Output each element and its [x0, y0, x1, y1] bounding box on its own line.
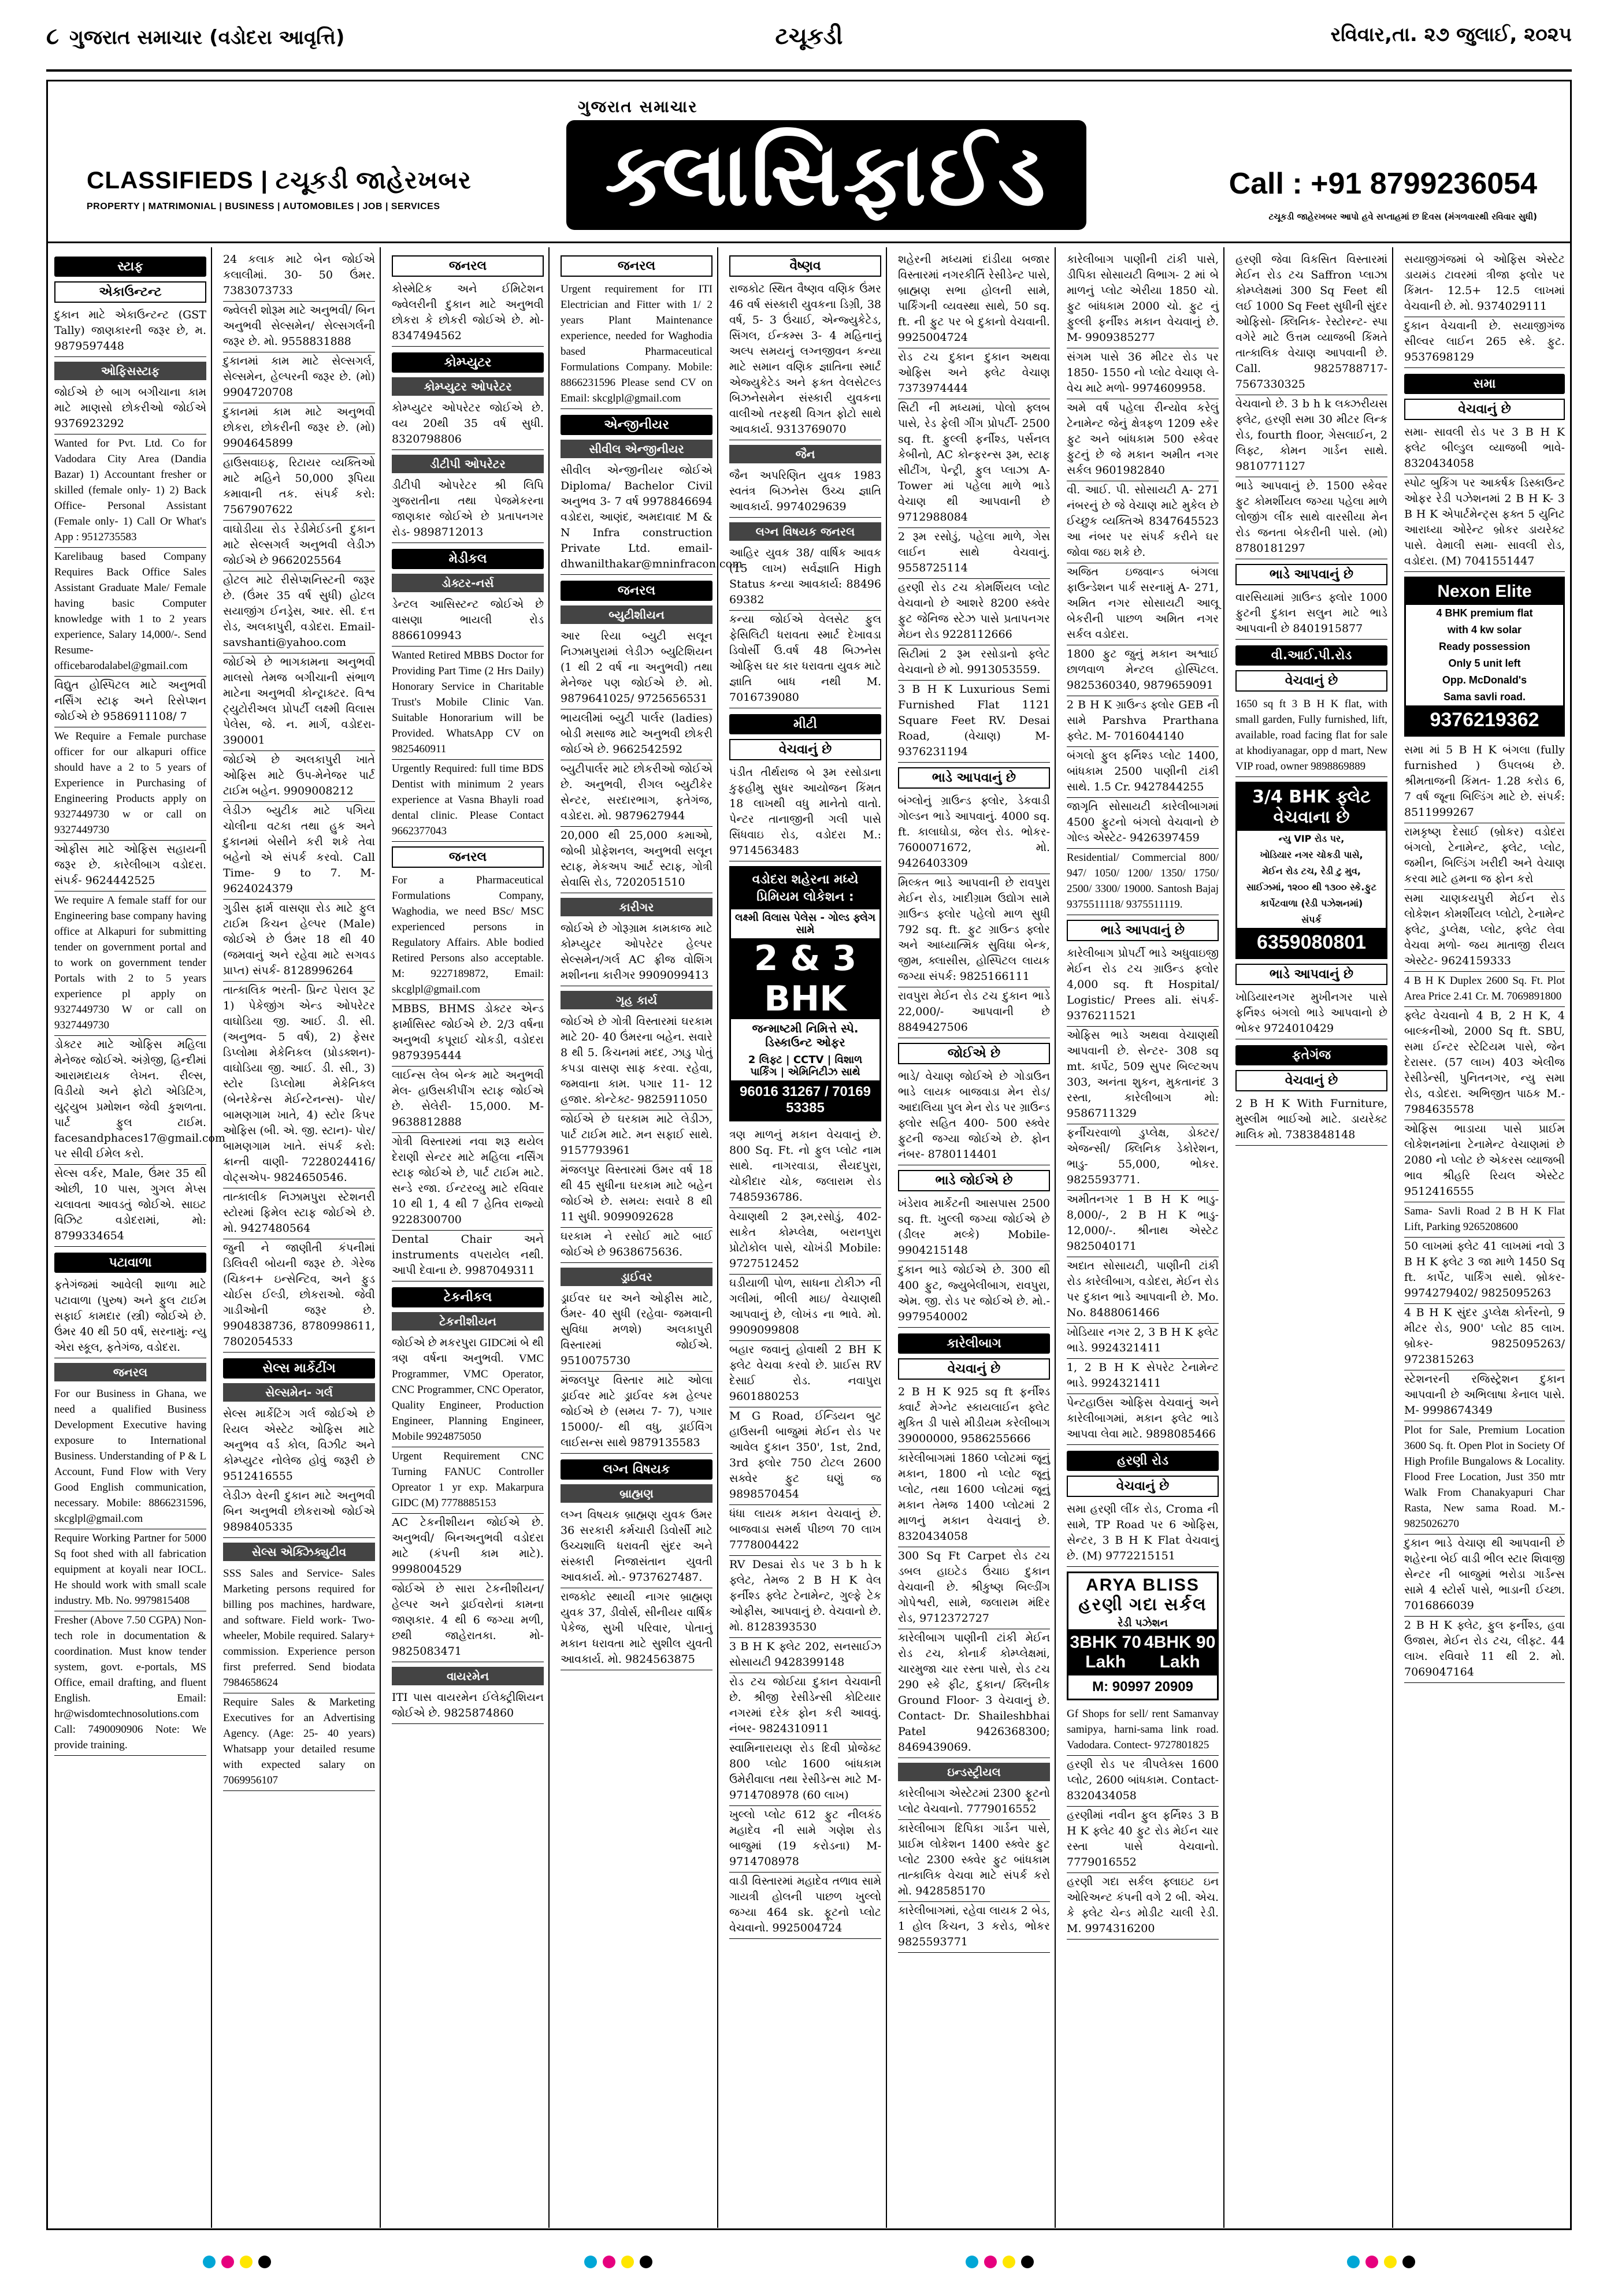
subsection-heading: વાયરમેન: [392, 1667, 544, 1685]
color-dots: [1347, 2256, 1415, 2268]
classified-ad: 50 લાખમાં ફ્લેટ 41 લાખમાં નવો 3 B H K ફ્લેટ 3 જા માળે 1450 Sq ft. કાર્પેટ, પાર્કિંગ સાથે. બ્રોકર- 9974279402/ 9825095263: [1404, 1238, 1565, 1304]
classified-ad: ખોડિયાર નગર 2, 3 B H K ફ્લેટ ભાડે. 9924321411: [1067, 1324, 1219, 1359]
classified-ad: RV Desai રોડ પર 3 b h k ફ્લેટ, તેમજ 2 B H K વેલ ફર્નીશ્ડ ફ્લેટ ટેનામેન્ટ, ગુલ્ફે ટેક ઓફીસ, આપવાનું છે. વેચવાનો છે. મો. 8128393530: [729, 1556, 881, 1638]
classified-ad: Urgently Required: full time BDS Dentist with minimum 2 years experience at Vasna Bhayli road dental clinic. Please Contact 9662377043: [392, 760, 544, 842]
classified-ad: કારેલીબાગ દિપિકા ગાર્ડન પાસે, પ્રાઈમ લોકેશન 1400 સ્ક્વેર ફુટ પ્લોટ 2300 સ્ક્વેર ફુટ બાંધકામ તાત્કાલિક વેચવા માટે સંપર્ક કરો મો. 9428585170: [898, 1820, 1050, 1902]
call-number: Call : +91 8799236054: [1229, 167, 1537, 200]
cyan-dot: [1347, 2256, 1360, 2268]
classified-ad: બંગ્લોનું ગ્રાઉન્ડ ફ્લોર, ડેકવાડી ગોલ્ડન ભાડે આપવાનું. 4000 sq. ft. કાલાઘોડા, જેલ રોડ. ભોકર- 7600071672, મો. 9426403309: [898, 792, 1050, 874]
display-ad-vadodara: [729, 866, 881, 1121]
classified-ad: કારેલીબાગમાં 1860 પ્લોટમાં જૂનું મકાન, 1800 નો પ્લોટ જૂનું પ્લોટ, તથા 1600 પ્લોટમાં જૂનું મકાન તેમજ 1400 પ્લોટમાં 2 માળનું મકાન વેચવાનું છે. 8320434058: [898, 1450, 1050, 1547]
yellow-dot: [1384, 2256, 1397, 2268]
classified-ad: 300 Sq Ft Carpet રોડ ટચ ડબલ હાઇટેડ ઉંચાઇ દુકાન વેચવાની છે. શ્રીકુષ્ણ બિલ્ડીંગ ગોપેશ્વરી, સામે, જલારામ મંદિર રોડ, 9712372727: [898, 1547, 1050, 1629]
classified-ad: જૈન અપરિણિત યુવક 1983 સ્વતંત્ર બિઝનેસ ઉચ્ચ જ્ઞાતિ આવકાર્ય. 9974029639: [729, 467, 881, 518]
classified-ad: 4 B H K Duplex 2600 Sq. Ft. Plot Area Price 2.41 Cr. M. 7069891800: [1404, 972, 1565, 1007]
classified-ad: 1800 ફુટ જુનું મકાન અશ્વાઈ છાળવાળ મેન્ટલ હોસ્પિટલ. 9825360340, 9879659091: [1067, 645, 1219, 696]
classified-ad: હરણી ગદા સર્કલ ફ્લાઇટ ઇન ઓરિઅન્ટ કંપની વગે 2 બી. એચ. કે ફ્લેટ ચેન્ડ મોડીટ ચાલી રેડી. M. 9974316200: [1067, 1873, 1219, 1940]
classified-ad: M G Road, ઈન્ડિયન બુટ હાઉસની બાજુમાં મેઈન રોડ પર આવેલ દુકાન 350', 1st, 2nd, 3rd ફ્લોર 750 ટોટલ 2600 સક્વેર ફુટ ઘણું જ 9898570454: [729, 1407, 881, 1505]
column-9: [1398, 247, 1569, 2228]
column-1: [49, 247, 226, 2228]
classified-ad: રોડ ટચ દુકાન દુકાન અથવા ઓફિસ અને ફ્લેટ વેચાણ 7373974444: [898, 348, 1050, 399]
classified-ad: We require A female staff for our Engineering base company having office at Alkapuri for submitting tender on government portal and to work on government tender Portals with 2 to 5 years experience pl apply on 9327449730 W or call on 9327449730: [54, 891, 206, 1036]
classified-ad: ITI પાસ વાયરમેન ઈલેક્ટ્રીશિયન જોઈએ છે. 9825874860: [392, 1689, 544, 1724]
classified-ad: વેચવાનો છે. 3 b h k લક્ઝરીયસ ફ્લેટ, હરણી સમા 30 મીટર લિન્ક રોડ, fourth floor, ગેસલાઈન, 2 લિફ્ટ, કોમન ગાર્ડન સાથે. 9810771127: [1235, 395, 1387, 477]
column-5: [723, 247, 887, 2228]
subsection-heading: વેચવાનું છે: [1235, 670, 1387, 692]
classified-ad: સ્ટેશનરની રજિસ્ટ્રેશન દુકાન આપવાની છે અભિલાષા કેનાલ પાસે. M- 9998674349: [1404, 1370, 1565, 1421]
masthead-small: ગુજરાત સમાચાર: [578, 97, 698, 116]
subsection-heading: ભાડે આપવાનું છે: [1235, 564, 1387, 585]
classified-ad: લાઈન્સ લેબ બેન્ક માટે અનુભવી મેલ- હાઉસકીપીંગ સ્ટાફ જોઈએ છે. સેલેરી- 15,000. M- 9638812888: [392, 1067, 544, 1133]
classified-ad: જોઈએ છે ગોત્રી વિસ્તારમાં ઘરકામ માટે 20- 40 ઉંમરના બહેન. સવારે 8 થી 5. કિચનમાં મદદ, ઝાડુ પોતું કપડા વાસણ સાફ કરવા. રહેવા, જમવાના કામ. પગાર 11- 12 હજાર. કોન્ટેક્ટ- 9825911050: [561, 1013, 712, 1110]
subsection-heading: કારીગર: [561, 898, 712, 916]
classified-ad: જોઈએ છે ઘરકામ માટે લેડીઝ, પાર્ટ ટાઈમ માટે. મન સફાઈ સાથે. 9157793961: [561, 1110, 712, 1161]
classified-ad: Urgent requirement for ITI Electrician and Fitter with 1/ 2 years Plant Maintenance experience, needed for Waghodia based Pharmaceutical Formulations Company. Mobile: 8866231596 Please send CV on Email: skcglpl@gmail.com: [561, 280, 712, 409]
banner-note: ટચૂકડી જાહેરખબર આપો હવે સપ્તાહમાં છ દિવસ (મંગળવારથી રવિવાર સુધી): [1268, 211, 1537, 222]
classified-ad: જોઈએ છે બાગ બગીચાના કામ માટે માણસો છોકરીઓ જોઈએ 9376923292: [54, 384, 206, 434]
classified-ad: ત્રણ માળનું મકાન વેચવાનું છે. 800 Sq. Ft. નો ફુલ પ્લોટ નામ સાથે. નાગરવાડા, સૈયદપુરા, ચોકીદાર ચોક, જલારામ રોડ 7485936786.: [729, 1126, 881, 1208]
magenta-dot: [984, 2256, 997, 2268]
classified-ad: Plot for Sale, Premium Location 3600 Sq. ft. Open Plot in Society Of High Profile Bungalows & Locality. Flood Free Location, Just 350 mtr Walk From Chanakyapuri Char Rasta, New sama Road. M.- 9825026270: [1404, 1421, 1565, 1535]
subsection-heading: જનરલ: [392, 846, 544, 868]
subsection-heading: સીવીલ એન્જીનીયર: [561, 440, 712, 458]
classified-ad: દુકાનમાં કામ માટે અનુભવી છોકરા, છોકરીની જરૂર છે. (મો) 9904645899: [223, 403, 375, 454]
classified-ad: કોમ્પ્યુટર ઓપરેટર જોઈએ છે. વય 20થી 35 વર્ષ સુધી. 8320798806: [392, 399, 544, 450]
classified-ad: દુકાન ભાડે જોઈએ છે. 300 થી 400 ફુટ, જ્યુબેલીબાગ, રાવપુરા, એમ. જી. રોડ પર જોઈએ છે. મો.- 9979540002: [898, 1261, 1050, 1328]
subsection-heading: ઇન્ડસ્ટ્રીયલ: [898, 1763, 1050, 1781]
cyan-dot: [966, 2256, 978, 2268]
classified-ad: કોસ્મેટિક અને ઈમિટેશન જ્વેલરીની દુકાન માટે અનુભવી છોકરા કે છોકરી જોઈએ છે. મો- 8347494562: [392, 280, 544, 347]
classified-ad: સ્પોટ બુકિંગ પર આકર્ષક ડિસ્કાઉન્ટ ઓફર રેડી પઝેશનમાં 2 B H K- 3 B H K એપાર્ટમેન્ટ્સ ફક્ત 5 યુનિટ આરાધ્યા ઓરેન્ટ બ્રોકર ડાયરેક્ટ પાસે. વેમાલી સમા- સાવલી રોડ, વડોદરા. (M) 7041551447: [1404, 474, 1565, 572]
black-dot: [258, 2256, 271, 2268]
classified-ad: જોઈએ છે સારા ટેકનીશીયન/ હેલ્પર અને ડ્રાઈવરોનાં કામના જાણકાર. 4 થી 6 જગ્યા મળી, છથી જાહેરાતકા. મો- 9825083471: [392, 1580, 544, 1662]
subsection-heading: ડોક્ટર-નર્સ: [392, 574, 544, 592]
classified-ad: ફર્નીચરવાળો ડુપ્લેક્ષ, ડોક્ટર/ એજન્સી/ ક્લિનિક ડેકોરેશન, ભાડુ- 55,000, ભોકર. 9825593771.: [1067, 1124, 1219, 1191]
classified-ad: Karelibaug based Company Requires Back Office Sales Assistant Graduate Male/ Female having basic Computer knowledge with 1 to 2 years experience, Salary 14,000/-. Send Resume- officebarodalabel@gmail.com: [54, 548, 206, 677]
subsection-heading: વેચવાનું છે: [1067, 1476, 1219, 1497]
ad-line: 4 BHK premium flat: [1436, 607, 1533, 619]
classified-ad: Wanted for Pvt. Ltd. Co for Vadodara City Area (Dandia Bazar) 1) Accountant fresher or skilled (female only- 1) 2) Back Office- Personal Assistant (Female only- 1) Call Or What's App : 9512735583: [54, 434, 206, 548]
color-dots: [203, 2256, 271, 2268]
classified-ad: સિટી ની મધ્યમાં, પોલો ફ્લબ પાસે, રેડ ફેલી ગીંગ પ્રોપર્ટી- 2500 sq. ft. ફુલ્લી ફર્નીશ્ડ, પર્સનલ કેબીનો, AC કોન્ફરન્સ રૂમ, સ્ટાફ સીટીંગ, પેન્ટ્રી, ફુલ પ્લાઝા A- Tower માં પહેલા માળે ભાડે વેચાણ થી આપવાની છે 9712988084: [898, 399, 1050, 528]
section-heading: મેડીકલ: [392, 549, 544, 569]
column-4: [555, 247, 743, 2228]
classified-ad: ઘરકામ ને રસોઈ માટે બાઈ જોઈએ છે 9638675636.: [561, 1228, 712, 1263]
magenta-dot: [1365, 2256, 1378, 2268]
ad-line: મેઈન રોડ ટચ, રેડી ટુ મુવ,: [1262, 865, 1361, 876]
classified-ad: જોઈએ છે ભાગકામના અનુભવી માલસો તેમજ બગીચાની સંભાળ માટેના અનુભવી કોન્ટ્રાક્ટર. વિશ્વ ટ્યુટોરીઅલ પ્રોપર્ટી લક્ષ્મી વિલાસ પેલેસ, જે. ન. માર્ગ, વડોદરા- 390001: [223, 653, 375, 751]
classified-ad: કારેલીબાગ એસ્ટેટમાં 2300 ફૂટનો પ્લોટ વેચવાનો. 7779016552: [898, 1785, 1050, 1820]
column-8: [1230, 247, 1393, 2228]
classified-ad: જ્વેલરી શોરૂમ માટે અનુભવી/ બિન અનુભવી સેલ્સમેન/ સેલ્સગર્લની જરૂર છે. મો. 9558831888: [223, 302, 375, 352]
classified-ad: ડ્રાઈવર ઘર અને ઓફીસ માટે, ઉંમર- 40 સુધી (રહેવા- જમવાની સુવિધા મળશે) અલકાપુરી વિસ્તારમાં જોઈએ. 9510075730: [561, 1290, 712, 1372]
classified-ad: જાગૃતિ સોસાયટી કારેલીબાગમાં 4500 ફુટનો બંગલો વેચવાનો છે ગોલ્ડ એસ્ટેટ- 9426397459: [1067, 798, 1219, 849]
classified-ad: દુકાન વેચવાની છે. સયાજીગંજ સીલ્વર લાઈન 265 સ્કે. ફુટ. 9537698129: [1404, 317, 1565, 368]
section-heading: પટાવાળા: [54, 1253, 206, 1273]
ad-phone: 6359080801: [1237, 928, 1386, 957]
ad-headline: Nexon Elite: [1406, 578, 1563, 605]
classified-ad: 2 B H K With Furniture, મુસ્લીમ ભાઈઓ માટે. ડાયરેક્ટ માલિક મો. 7383848148: [1235, 1095, 1387, 1146]
ad-phone: 9376219362: [1406, 705, 1563, 735]
subsection-heading: જનરલ: [54, 1363, 206, 1381]
yellow-dot: [1003, 2256, 1015, 2268]
classified-ad: Dental Chair અને instruments વપરાયેલ નથી. આપી દેવાના છે. 9987049311: [392, 1231, 544, 1281]
classified-ad: રાજકોટ સ્થિત વૈષ્ણવ વણિક ઉંમર 46 વર્ષ સંસ્કારી યુવકના ડિગ્રી, 38 વર્ષ, 5- 3 ઉંચાઈ, એન્જ્યુકેટેડ, સિંગલ, ઈન્કમ્સ 3- 4 મહિનાનું અલ્પ સમયનું લગ્નજીવન કન્યા માટે સમાન વણિક જ્ઞાતિના સ્માર્ટ એજ્યુકેટેડ અને ફક્ત વેલસેટલ્ડ બિઝનેસમેન સંસ્કારી યુવકના વાલીઓ તરફથી વિગત ફોટો સાથે આવકાર્ય. 9313769070: [729, 280, 881, 440]
subsection-heading: વૈષ્ણવ: [729, 255, 881, 277]
classified-ad: દુકાન માટે એકાઉન્ટન્ટ (GST Tally) જાણકારની જરૂર છે, મ. 9879597448: [54, 306, 206, 357]
magenta-dot: [603, 2256, 615, 2268]
classified-ad: વાઘોડીયા રોડ રેડીમેઈડની દુકાન માટે સેલ્સગર્લ અનુભવી લેડીઝ જોઈએ છે 9662025564: [223, 521, 375, 571]
classified-ad: Require Sales & Marketing Executives for an Advertising Agency. (Age: 25- 40 years) Whatsapp your detailed resume with expected salary on 7069956107: [223, 1693, 375, 1791]
classified-ad: આહિર યુવક 38/ વાર્ષિક આવક (15 લાખ) સર્વજ્ઞાતિ High Status કન્યા આવકાર્ય: 88496 69382: [729, 544, 881, 611]
page-header-left: [46, 23, 344, 50]
section-heading: મીટી: [729, 714, 881, 734]
magenta-dot: [221, 2256, 234, 2268]
color-dots: [966, 2256, 1034, 2268]
classified-ad: અમીતનગર 1 B H K ભાડુ- 8,000/-, 2 B H K ભાડુ- 12,000/-. શ્રીનાથ એસ્ટેટ 9825040171: [1067, 1191, 1219, 1257]
section-heading: કારેલીબાગ: [898, 1333, 1050, 1354]
ad-line: Opp. McDonald's: [1442, 674, 1527, 686]
banner-rule: [46, 242, 1572, 243]
subsection-heading: બ્યુટીશીયન: [561, 605, 712, 624]
black-dot: [640, 2256, 652, 2268]
classified-ad: હરણીમાં નવીન ફુલ ફર્નિશ્ડ 3 B H K ફ્લેટ 40 ફુટ રોડ મેઈન ચાર રસ્તા પાસે વેચવાનો. 7779016552: [1067, 1807, 1219, 1873]
subsection-heading: જનરલ: [561, 255, 712, 277]
classified-ad: ઘડીયાળી પોળ, સાધના ટોકીઝ ની ગલીમાં, ભીલી માઇ/ વેચાણથી આપવાનું છે, લોખંડ ના ભાવે. મો. 9909099808: [729, 1275, 881, 1341]
classified-ad: AC ટેકનીશીયન જોઈએ છે. અનુભવી/ બિનઅનુભવી વડોદરા માટે (કંપની કામ માટે). 9998004529: [392, 1514, 544, 1580]
ad-phone: M: 90997 20909: [1092, 1679, 1193, 1695]
classified-ad: રામકૃષ્ણ દેસાઈ (બ્રોકર) વડોદરા બંગલો, ટેનામેન્ટ, ફ્લેટ, પ્લોટ, જમીન, બિલ્ડિંગ ખરીદી અને વેચાણ કરવા માટે હમના જ ફોન કરો: [1404, 823, 1565, 890]
classified-ad: કારેલીબાગ પાણીની ટાંકી મેઈન રોડ ટચ, કોનાર્ક કોમ્પ્લેક્ષમાં, ચારમુજા ચાર રસ્તા પાસે, રોડ ટચ 290 સ્કે ફીટ, દુકાન/ ક્લિનીક Ground Floor- 3 વેચવાનું છે. Contact- Dr. Shaileshbhai Patel 9426368300; 8469439069.: [898, 1629, 1050, 1758]
classified-ad: જોઈએ છે મકરપુરા GIDCમાં બે થી ત્રણ વર્ષના અનુભવી. VMC Programmer, VMC Operator, CNC Programmer, CNC Operator, Quality Engineer, Production Engineer, Planning Engineer, Mobile 9924875050: [392, 1334, 544, 1447]
classified-ad: સંગમ પાસે 36 મીટર રોડ પર 1850- 1550 નો પ્લોટ વેચાણ લે- વેચ માટે મળો- 9974609958.: [1067, 348, 1219, 399]
classifieds-title: ક્લાસિફાઈડ: [566, 120, 1086, 230]
classified-ad: જોઈએ છે અલકાપુરી ખાતે ઓફિસ માટે ઉપ-મેનેજર પાર્ટ ટાઈમ બહેન. 9909008212: [223, 751, 375, 802]
header-rule: [46, 69, 1572, 72]
classified-ad: 1650 sq ft 3 B H K flat, with small garden, Fully furnished, lift, available, road facing flat for sale at khodiyanagar, opp d mart, New VIP road, owner 9898869889: [1235, 695, 1387, 777]
classified-ad: બંગલો ફુલ ફર્નિશ્ડ પ્લોટ 1400, બાંધકામ 2500 પાણીની ટાંકી સાથે. 1.5 Cr. 9427844255: [1067, 747, 1219, 798]
classified-ad: હરણી રોડ ટચ કોમર્શિયલ પ્લોટ વેચવાનો છે આશરે 8200 સ્ક્વેર ફુટ જેનિજ સ્ટેઝ પાસે પ્રતાપનગર મેઇન રોડ 9228112666: [898, 579, 1050, 645]
subsection-heading: એકાઉન્ટન્ટ: [54, 281, 206, 303]
classified-ad: વારસિયામાં ગ્રાઉન્ડ ફ્લોર 1000 ફુટની દુકાન સલુન માટે ભાડે આપવાની છે 8401915877: [1235, 589, 1387, 640]
subsection-heading: ભાડે આપવાનું છે: [1235, 964, 1387, 985]
classified-ad: 2 B H K 925 sq ft ફર્નીશ્ડ ક્વાર્ટ મેગ્નેટ સ્કાયલાઈન ફ્લેટ મુકિત ડી પાસે મીડીયમ કરેલીબાગ 39000000, 9586255666: [898, 1383, 1050, 1450]
classified-ad: Urgent Requirement CNC Turning FANUC Controller Opreator 1 yr exp. Makarpura GIDC (M) 7778885153: [392, 1447, 544, 1514]
classified-ad: ખુલ્લો પ્લોટ 612 ફુટ નીલકંઠ મહાદેવ ની સામે ગણેશ રોડ બાજુમાં (19 કરોડના) M- 9714708978: [729, 1806, 881, 1873]
subsection-heading: ઓફિસસ્ટાફ: [54, 362, 206, 380]
subsection-heading: ભાડે જોઈએ છે: [898, 1170, 1050, 1191]
ad-line: કાર્પેટવાળા (રેડી પઝેશનમાં): [1260, 898, 1363, 909]
ad-bhk: 2 & 3 BHK: [731, 938, 879, 1019]
classified-ad: હાઉસવાઇફ, રિટાયર વ્યક્તિઓ માટે મહિને 50,000 રૂપિયા કમાવાની તક. સંપર્ક કરો: 7567907622: [223, 454, 375, 521]
subsection-heading: ડીટીપી ઓપરેટર: [392, 455, 544, 473]
classifieds-label: CLASSIFIEDS | ટચૂકડી જાહેરખબર: [87, 166, 472, 194]
subsection-heading: વેચવાનું છે: [1404, 399, 1565, 420]
ad-line: with 4 kw solar: [1447, 624, 1522, 636]
column-3: [386, 247, 550, 2228]
classified-ad: 1, 2 B H K સેપરેટ ટેનામેન્ટ ભાડે. 9924321411: [1067, 1359, 1219, 1394]
classified-ad: Sama- Savli Road 2 B H K Flat Lift, Parking 9265208600: [1404, 1202, 1565, 1238]
classified-ad: ખંડેરાવ માર્કેટની આસપાસ 2500 sq. ft. ખુલ્લી જગ્યા જોઈએ છે (ડીલર મલ્કે) Mobile- 9904215148: [898, 1195, 1050, 1261]
yellow-dot: [240, 2256, 253, 2268]
classified-ad: ઓફિસ ભાડાયા પાસે પ્રાઈમ લોકેશનમાંના ટેનામેન્ટ વેચાણમાં છે 2080 નો પ્લોટ છે એકરસ વ્યાજબી ભાવ શ્રીહરિ રિયલ એસ્ટેટ 9512416555: [1404, 1120, 1565, 1202]
subsection-heading: વેચવાનું છે: [729, 739, 881, 760]
section-title: ટચૂકડી: [775, 23, 843, 50]
section-heading: લગ્ન વિષયક: [561, 1459, 712, 1480]
black-dot: [1021, 2256, 1034, 2268]
classified-ad: 4 B H K સુંદર ડુપ્લેક્ષ કોર્નરનો, 9 મીટર રોડ, 900' પ્લોટ 85 લાખ. બ્રોકર- 9825095263/ 9723815263: [1404, 1304, 1565, 1370]
classified-ad: કારેલીબાગ પાણીની ટાંકી પાસે, ડીપિકા સોસાયટી વિભાગ- 2 માં બે માળનું પ્લોટ એરીયા 1850 ચો. ફુટ બાંધકામ 2000 ચો. ફુટ નું ફુલ્લી ફર્નીશ્ડ મકાન વેચવાનું છે. M- 9909385277: [1067, 251, 1219, 348]
classified-ad: સમા- સાવલી રોડ પર 3 B H K ફ્લેટ બીલ્ડુલ વ્યાજબી ભાવે- 8320434058: [1404, 423, 1565, 474]
classified-ad: ભાડે આપવાનું છે. 1500 સ્કેવર ફુટ કોમર્શીયલ જગ્યા પહેલા માળે લોજીંગ લીંક સાથે વારસીયા મેન રોડ જનતા બેકરીની પાસે. (મો) 8780181297: [1235, 477, 1387, 559]
section-heading: સ્ટાફ: [54, 257, 206, 277]
ad-offer: જન્માષ્ટમી નિમિત્તે સ્પે. ડિસ્કાઉન્ટ ઓફર: [752, 1021, 859, 1049]
color-dots: [584, 2256, 652, 2268]
classified-ad: લગ્ન વિષયક બ્રાહ્મણ યુવક ઉમર 36 સરકારી કર્મચારી ડિવોર્સી માટે ઉચ્ચશાલિ ધરાવતી સુંદર અને સંસ્કારી નિજાસંતાન યુવતી આવકાર્ય. મો.- 9737627487.: [561, 1506, 712, 1588]
classified-ad: બહાર જવાનું હોવાથી 2 BH K ફ્લેટ વેચવા કરવો છે. પ્રાઈસ RV દેસાઈ રોડ. નવાપુરા 9601880253: [729, 1341, 881, 1407]
classified-ad: વાડી વિસ્તારમાં મહાદેવ તળાવ સામે ગાયત્રી હોલની પાછળ ખુલ્લો જગ્યા 464 sk. ફૂટનો પ્લોટ વેચવાનો. 9925004724: [729, 1873, 881, 1939]
classified-ad: ગોત્રી વિસ્તારમાં નવા શરૂ થયેલ દેરાણી સેન્ટર માટે મહિલા નર્સિંગ સ્ટાફ જોઈએ છે, પાર્ટ ટાઈમ માટે. સન્ડે રજા. ઈન્ટરવ્યુ માટે રવિવાર 10 થી 1, 4 થી 7 હેતિવ રાજ્યો 9228300700: [392, 1133, 544, 1231]
classified-ad: ગુડીસ ફાર્મ વાસણા રોડ માટે ફુલ ટાઈમ કિચન હેલ્પર (Male) જોઈએ છે ઉંમર 18 થી 40 (જમવાનું અને રહેવા માટે સગવડ પ્રાપ્ત) સંપર્ક- 8128996264: [223, 900, 375, 982]
subsection-heading: લગ્ન વિષયક જનરલ: [729, 522, 881, 541]
ad-line: ખોડિયાર નગર ચોકડી પાસે,: [1260, 849, 1363, 860]
classified-ad: ઓફીસ માટે ઓફિસ સહાયની જરૂર છે. કારેલીબાગ વડોદરા. સંપર્ક- 9624442525: [54, 841, 206, 891]
classified-ad: પેન્ટહાઉસ ઓફિસ વેચવાનું અને કારેલીબાગમાં, મકાન ફ્લેટ ભાડે આપવા લેવા માટે. 9898085466: [1067, 1394, 1219, 1445]
classified-ad: પંડીત તીર્થરાજ બે રૂમ રસોડાના કુફહીમુ સુધર આયોજન કિંમત 18 લાખથી વધુ માનેતો વાતો. પેન્ટર તાનાજીની ગલી પાસે સિંધવાઇ રોડ, વડોદરા M.: 9714563483: [729, 764, 881, 861]
section-heading: સેલ્સ માર્કેટીંગ: [223, 1358, 375, 1379]
banner-left: [87, 166, 472, 212]
black-dot: [1402, 2256, 1415, 2268]
subsection-heading: ટેકનીશીયન: [392, 1312, 544, 1331]
subsection-heading: ડ્રાઈવર: [561, 1268, 712, 1286]
page-date: રવિવાર,તા. ૨૭ જુલાઈ, ૨૦૨૫: [1330, 23, 1572, 46]
cyan-dot: [584, 2256, 597, 2268]
classified-ad: We Require a Female purchase officer for our alkapuri office should have a 2 to 5 years of Experience in Purchasing of Engineering Products apply on 9327449730 w or call on 9327449730: [54, 727, 206, 841]
classified-ad: 24 કલાક માટે બેન જોઈએ કલાલીમાં. 30- 50 ઉંમર. 7383073733: [223, 251, 375, 302]
classified-ad: Fresher (Above 7.50 CGPA) Non- tech role in documentation & coordination. Must know tender system, govt. e-portals, MS Office, email drafting, and fluent English. Email: hr@wisdomtechnosolutions.com Call: 7490090906 Note: We provide training.: [54, 1611, 206, 1756]
classified-ad: રાજકોટ સ્થાયી નાગર બ્રાહ્મણ યુવક 37, ડીવોર્સ, સીનીયર વાર્ષિક પેકેજ, સુખી પરિવાર, પોતાનું મકાન ધરાવતા માટે સુશીલ યુવતી આવકાર્ય. મો. 9824563875: [561, 1588, 712, 1670]
classified-ad: Gf Shops for sell/ rent Samanvay samipya, harni-sama link road. Vadodara. Contect- 9727801825: [1067, 1705, 1219, 1756]
classified-ad: ખોડિયારનગર મુખીનગર પાસે ફર્નિશ્ડ બંગલો ભાડે આપવાનો છે ભોકર 9724010429: [1235, 989, 1387, 1039]
ad-4bhk: 4BHK 90 Lakh: [1144, 1633, 1216, 1671]
registration-marks: [46, 2247, 1572, 2276]
display-ad-34bhk: [1235, 782, 1387, 959]
classified-ad: દુકાન ભાડે વેચાણ થી આપવાની છે શહેરના બેઈ વાડી ભીલ સ્ટાર શિવાજી સેન્ટર ની બાજુમાં ભરોડા ગાર્ડન્સ સામે 4 સ્ટોર્સ પાસે, ભાડાની ઈચ્છા. 7016866039: [1404, 1535, 1565, 1617]
cyan-dot: [203, 2256, 216, 2268]
section-heading: હરણી રોડ: [1067, 1451, 1219, 1471]
classified-ad: ડોક્ટર માટે ઓફિસ મહિલા મેનેજર જોઈએ. અંગ્રેજી, હિન્દીમાં આરામદાયક લેખન. રીલ્સ, વિડીયો અને ફોટો એડિટિંગ, યુટ્યુબ પ્રમોશન જેવી કુશળતા. પાર્ટ ફુલ ટાઈમ. facesandphaces17@gmail.com પર સીવી ઈમેલ કરો.: [54, 1036, 206, 1165]
section-heading: એન્જીનીયર: [561, 415, 712, 435]
ad-headline: વડોદરા શહેરના મધ્યે પ્રિમિયમ લોકેશન :: [731, 868, 879, 909]
display-ad-arya-bliss: [1067, 1571, 1219, 1700]
classified-ad: ભાયલીમાં બ્યુટી પાર્લર (ladies) બોડી મસાજ માટે અનુભવી છોકરી જોઈએ છે. 9662542592: [561, 709, 712, 760]
classified-ad: ધંધા લાયક મકાન વેચવાનું છે. બાજવાડા સમર્થ પીછળ 70 લાખ 7778004422: [729, 1505, 881, 1556]
classified-ad: વેચાણથી 2 રૂમ,રસોડું, 402- સાકેત કોમ્પ્લેક્ષ, બરાનપુરા પ્રોટોકોલ પાસે, ચોખંડી Mobile: 9727512452: [729, 1208, 881, 1275]
classified-ad: સિટીમાં 2 રૂમ રસોડાનો ફ્લેટ વેચવાનો છે મો. 9913053559.: [898, 645, 1050, 681]
classified-ad: રાવપુરા મેઈન રોડ ટચ દુકાન ભાડે 22,000/- આપવાની છે 8849427506: [898, 987, 1050, 1038]
category-list: PROPERTY | MATRIMONIAL | BUSINESS | AUTOMOBILES | JOB | SERVICES: [87, 202, 440, 211]
classified-ad: મિલ્કત ભાડે આપવાની છે રાવપુરા મેઈન રોડ, ખાદીગ્રામ ઉદ્યોગ સામે ગ્રાઉન્ડ ફ્લોર પહેલો માળ સુધી 792 sq. ft. ફુટ ગ્રાઉન્ડ ફ્લોર અને આધ્યાત્મિક સુવિધા બેન્ક, જીમ, ક્લાસીસ, હોસ્પિટલ લાયક જગ્યા સંપર્ક: 9825166111: [898, 874, 1050, 987]
classified-ad: 2 B H K ફ્લેટ, ફુલ ફર્નીશ્ડ, હવા ઉજાસ, મેઈન રોડ ટચ, લીફ્ટ. 44 લાખ. રવિવારે 11 થી 2. મો. 7069047164: [1404, 1617, 1565, 1683]
classified-ad: તાત્કાલીક નિઝામપુરા સ્ટેશનરી સ્ટોરમાં ફિમેલ સ્ટાફ જોઈએ છે. મો. 9427480564: [223, 1188, 375, 1239]
subsection-heading: જોઈએ છે: [898, 1043, 1050, 1064]
ad-phone: 96016 31267 / 70169 53385: [731, 1080, 879, 1120]
classified-ad: કારેલીબાગમાં, રહેવા લાયક 2 બેડ, 1 હોલ કિચન, 3 કરોડ, ભોકર 9825593771: [898, 1902, 1050, 1953]
subsection-heading: વેચવાનું છે: [1235, 1070, 1387, 1091]
classified-ad: ફતેગંજમાં આવેલી શાળા માટે પટાવાળા (પુરુષ) અને ફુલ ટાઈમ સફાઈ કામદાર (સ્ત્રી) જોઈએ છે. ઉંમર 40 થી 50 વર્ષ, સરનામું: ન્યુ એરા સ્કૂલ, ફતેગંજ, વડોદરા.: [54, 1276, 206, 1358]
section-heading: સમા: [1404, 374, 1565, 394]
classified-ad: વિદ્યુત હોસ્પિટલ માટે અનુભવી નર્સિંગ સ્ટાફ અને રિસેપ્શન જોઈએ છે 9586911108/ 7: [54, 677, 206, 727]
subsection-heading: વેચવાનું છે: [898, 1358, 1050, 1380]
classified-ad: સમા ચાણકયપુરી મેઈન રોડ લોકેશન કોમર્શીયલ પ્લોટો, ટેનામેન્ટ ફ્લેટ, ડુપ્લેક્ષ, પ્લોટ, ફ્લેટ લેવા વેચવા મળો- જય માતાજી રીયલ એસ્ટેટ- 9624159333: [1404, 890, 1565, 972]
classified-ad: વી. આઈ. પી. સોસાયટી A- 271 નંબરનું છે જે વેચાણ માટે મુકેલ છે ઈચ્છુક વ્યક્તિએ 8347645523 આ નંબર પર સંપર્ક કરીને ઘર જોવા જઇ શકે છે.: [1067, 481, 1219, 563]
ad-3bhk: 3BHK 70 Lakh: [1070, 1633, 1141, 1671]
ad-line: ન્યુ VIP રોડ પર,: [1278, 833, 1345, 844]
classified-ad: ફ્લેટ વેચવાનો 4 B, 2 H K, 4 બાલ્કનીઓ, 2000 Sq ft. SBU, સમા ઈન્ટર સ્ટેટિયમ પાસે, જેન દેરાસર. (57 લાખ) 403 એલીજ રેસીડેન્સી, પુનિતનગર, ન્યુ સમા રોડ, વડોદરા. અભિજીત પાઠક M.- 7984635578: [1404, 1007, 1565, 1120]
classified-ad: સયાજીગંજમાં બે ઓફિસ એસ્ટેટ ડાયમંડ ટાવરમાં ત્રીજા ફ્લોર પર કિંમત- 12.5+ 12.5 લાખમાં વેચવાની છે. મો. 9374029111: [1404, 251, 1565, 317]
ad-headline: ARYA BLISS હરણી ગદા સર્કલ: [1078, 1576, 1207, 1614]
classified-ad: લેડીઝ વેરની દુકાન માટે અનુભવી બિન અનુભવી છોકરાઓ જોઈએ 9898405335: [223, 1487, 375, 1538]
classified-ad: કારેલીબાગ પ્રોપર્ટી ભાડે અધુવાઇજી મેઈન રોડ ટચ ગ્રાઉન્ડ ફ્લોર 4,000 sq. ft Hospital/ Logistic/ Prees ali. સંપર્ક- 9376211521: [1067, 945, 1219, 1027]
classified-ad: 3 B H K ફ્લેટ 202, સનસાઈઝ સોસાયટી 9428399148: [729, 1638, 881, 1673]
ad-line: Ready possession: [1438, 641, 1531, 652]
column-7: [1061, 247, 1224, 2228]
classified-ad: 2 B H K ગ્રાઉન્ડ ફ્લોર GEB ની સામે Parshva Prarthana ફ્લેટ. M- 7016044140: [1067, 696, 1219, 747]
section-heading: ફતેગંજ: [1235, 1045, 1387, 1065]
ad-line: Only 5 unit left: [1448, 657, 1521, 669]
classified-ad: અજિત ઇજવાન્ડ બંગલા ફાઉન્ડેશન પાર્ક સરનામું A- 271, અમિત નગર સોસાયટી આલૂ બેકરીની પાછળ અમિત નગર સર્કલ વડોદરા.: [1067, 563, 1219, 645]
subsection-heading: સેલ્સ એક્ઝિક્યુટીવ: [223, 1543, 375, 1561]
ad-location: લક્ષ્મી વિલાસ પેલેસ - ગોલ્ડ ફ્લેગ સામે: [734, 912, 876, 936]
section-heading: ટેકનીકલ: [392, 1287, 544, 1307]
ad-line: Sama savli road.: [1443, 691, 1526, 703]
classified-ad: ઓફિસ ભાડે અથવા વેચાણથી આપવાની છે. સેન્ટર- 308 sq mt. કાર્પેટ, 509 સુપર બિલ્ટઅપ 303, અનંતા શુકન, મુકતાનંદ 3 રસ્તા, કારેલીબાગ મો: 9586711329: [1067, 1027, 1219, 1124]
classified-ad: હોટલ માટે રીસેપ્શનિસ્ટની જરૂર છે. (ઉંમર 35 વર્ષ સુધી) હોટલ સયાજીંગ ઈનડ્રેસ, આર. સી. દત્ત રોડ, અલકાપુરી, વડોદરા. Email- savshanti@yahoo.com: [223, 571, 375, 653]
subsection-heading: બ્રાહ્મણ: [561, 1484, 712, 1503]
classified-ad: 20,000 થી 25,000 કમાઓ, જોબી પ્રોફેશનલ, અનુભવી સલૂન સ્ટાફ, મેકઅપ આર્ટ સ્ટાફ, ગોત્રી સેવાસિ રોડ, 7202051510: [561, 827, 712, 893]
classified-ad: દુકાનમાં કામ માટે સેલ્સગર્લ, સેલ્સમેન, હેલ્પરની જરૂર છે. (મો) 9904720708: [223, 352, 375, 403]
column-6: [892, 247, 1056, 2228]
section-heading: જનરલ: [561, 581, 712, 601]
classified-ad: અમે વર્ષ પહેલા રીન્યોવ કરેલું ટેનામેન્ટ જેનું ક્ષેત્રફળ 1209 સ્કેર ફુટ અને બાંધકામ 500 સ્કેવર ફુટનું છે જે મકાન અમીત નગર સર્કલ 9601982840: [1067, 399, 1219, 481]
classified-ad: કન્યા જોઈએ વેલસેટ ફુલ ફેસિલિટી ધરાવતા સ્માર્ટ દેખાવડા ડિવોર્સી ઉ.વર્ષ 48 બિઝનેસ ઓફિસ ઘર કાર ધરાવતા યુવક માટે જ્ઞાતિ બાધ નથી M. 7016739080: [729, 611, 881, 708]
classified-ad: સ્વામિનારાયણ રોડ દિવી પ્રોજેક્ટ 800 પ્લોટ 1600 બાંધકામ ઉમેરીવાલા તથા રેસીડેન્સ માટે M- 9714708978 (60 લાખ): [729, 1740, 881, 1806]
subsection-heading: જનરલ: [392, 255, 544, 277]
edition: (વડોદરા આવૃત્તિ): [209, 26, 345, 49]
classified-ad: Wanted Retired MBBS Doctor for Providing Part Time (2 Hrs Daily) Honorary Service in Charitable Trust's Mobile Clinic Van. Suitable Honorarium will be Provided. WhatsApp CV on 9825460911: [392, 647, 544, 760]
classified-ad: જુની ને જાણીતી કંપનીમાં ડિલિવરી બોયની જરૂર છે. ગેરેજ (ચિકન+ ઇન્સેન્ટિવ, અને ફુડ ચોઈસ ઈલ્ડી, છોકરાઓ. જેવી ગાડીઓની જરૂર છે. 9904838736, 8780998611, 7802054533: [223, 1239, 375, 1353]
column-2: [217, 247, 381, 2228]
classified-ad: સેલ્સ વર્કર, Male, ઉંમર 35 થી ઓછી, 10 પાસ, ગુગલ મેપ્સ ચલાવતા આવડતું જોઈએ. સાઇટ વિઝિટ વડોદરામાં, મો: 8799334654: [54, 1165, 206, 1247]
display-ad-nexon-elite: [1404, 577, 1565, 737]
section-heading: કોમ્પ્યુટર: [392, 352, 544, 373]
classified-ad: ભાડે/ વેચાણ જોઈએ છે ગોડાઉન ભાડે લાયક બાજવાડા મેન રોડ/ આદાલિયા પુલ મેન રોડ પર ગ્રાઉન્ડ ફ્લોર સહિત 400- 500 સ્ક્વેર ફુટની જગ્યા જોઈએ છે. ફોન નંબર- 8780114401: [898, 1068, 1050, 1165]
ad-line: સંપર્ક: [1301, 914, 1322, 925]
classified-ad: હરણી જેવા વિકસિત વિસ્તારમાં મેઈન રોડ ટચ Saffron પ્લાઝા કોમ્પ્લેક્ષમાં 300 Sq Feet થી લઈ 1000 Sq Feet સુધીની સુંદર ઓફિસો- ક્લિનિક- રેસ્ટોરન્ટ- સ્પા વગેરે માટે ઉત્તમ વ્યાજબી કિંમતે તાત્કાલિક વેચાણ આપવાની છે. Call. 9825788717- 7567330325: [1235, 251, 1387, 395]
classified-ad: સેલ્સ માર્કેટિંગ ગર્લ જોઈએ છે રિયલ એસ્ટેટ ઓફિસ માટે અનુભવ વર્ડ કોલ, વિઝીટ અને કોમ્પ્યુટર નોલેજ હોવું જરૂરી છે 9512416555: [223, 1405, 375, 1487]
classified-columns: [49, 247, 1569, 2228]
classified-ad: અદાત સોસાયટી, પાણીની ટાંકી રોડ કારેલીબાગ, વડોદરા, મેઈન રોડ પર દુકાન ભાડે આપવાની છે. Mo. No. 8488061466: [1067, 1257, 1219, 1324]
classified-ad: For our Business in Ghana, we need a qualified Business Development Executive having exposure to International Business. Understanding of P & L Account, Fund Flow with Very Good English communication, necessary. Mobile: 8866231596, skcglpl@gmail.com: [54, 1385, 206, 1529]
classified-ad: મંજલપુર વિસ્તાર માટે ઓલા ડ્રાઈવર માટે ડ્રાઈવર કમ હેલ્પર જોઈએ છે (સમય 7- 7), પગાર 15000/- થી વધુ, ડ્રાઈવિંગ લાઈસન્સ સાથે 9879135583: [561, 1372, 712, 1454]
subsection-heading: ગૃહ કાર્ય: [561, 991, 712, 1009]
classified-ad: રોડ ટચ જોઈયા દુકાન વેચવાની છે. શ્રીજી રેસીડેન્સી કોટિયાર નગરમાં દરેક ફોન કરી આવવું. નંબર- 9824310911: [729, 1673, 881, 1740]
classified-ad: તાત્કાલિક ભરતી- પ્રિન્ટ પેરાલ રૂટ 1) પેકેજીંગ એન્ડ ઓપરેટર વાઘોડિયા જી. આઈ. ડી. સી. (અનુભવ- 5 વર્ષ), 2) ફેસર ડિપ્લોમા મેકેનિકલ (પ્રોડક્શન)- વાઘોડિયા જી. આઈ. ડી. સી., 3) સ્ટોર ડિપ્લોમા મેકેનિકલ (બેનરેકેન્સ મેઈન્ટેનન્સ)- પોર/ બામણગામ ખાતે, 4) સ્ટોર કિપર ઓફિસ (બી. એ. જી. સ્ટાન)- પોર/ બામણગામ ખાતે. સંપર્ક કરો: ક્રાન્તી વાણી- 7228024416/ વોટ્સએપ- 9824650546.: [223, 982, 375, 1188]
subsection-heading: જૈન: [729, 445, 881, 463]
classifieds-banner: [46, 80, 1572, 244]
classified-ad: બ્યુટીપાર્લર માટે છોકરીઓ જોઈએ છે. અનુભવી, રીગલ બ્યુટીકેર સેન્ટર, સરદારભાગ, ફતેગંજ, વડોદરા. મો. 9879627944: [561, 760, 712, 827]
classified-ad: Require Working Partner for 5000 Sq foot shed with all fabrication equipment at koyali near IOCL. He should work with small scale industry. Mb. No. 9979815408: [54, 1529, 206, 1611]
classified-ad: લેડીઝ બ્યુટીક માટે પગિયા ચોલીના વટકા તથા હુક અને દુકાનમાં બેસીને કરી શકે તેવા બહેનો એ સંપર્ક કરવો. Call Time- 9 to 7. M- 9624024379: [223, 802, 375, 900]
classified-ad: 2 રૂમ રસોડું, પહેલા માળે, ગેસ લાઈન સાથે વેચવાનું. 9558725114: [898, 528, 1050, 579]
subsection-heading: કોમ્પ્યુટર ઓપરેટર: [392, 377, 544, 396]
classified-ad: હરણી રોડ પર ત્રીપલેક્સ 1600 પ્લોટ, 2600 બાંધકામ. Contact- 8320434058: [1067, 1756, 1219, 1807]
section-heading: વી.આઈ.પી.રોડ: [1235, 645, 1387, 666]
classified-ad: આર રિયા બ્યુટી સલૂન નિઝામપુરામાં લેડીઝ બ્યુટિશિયન (1 થી 2 વર્ષ ના અનુભવી) તથા મેનેજર પણ જોઈએ છે. મો. 9879641025/ 9725656531: [561, 627, 712, 709]
paper-name: ગુજરાત સમાચાર: [69, 26, 203, 49]
page-number: ૮: [46, 23, 59, 50]
ad-headline: 3/4 BHK ફ્લેટ વેચવાના છે: [1237, 783, 1386, 831]
classified-ad: Residential/ Commercial 800/ 947/ 1050/ 1200/ 1350/ 1750/ 2500/ 3300/ 19000. Santosh Bajaj 9375511118/ 9375511119.: [1067, 849, 1219, 915]
classified-ad: મંજલપુર વિસ્તારમાં ઉમર વર્ષ 18 થી 45 સુધીના ઘરકામ માટે બહેન જોઈએ છે. સમય: સવારે 8 થી 11 સુધી. 9099092628: [561, 1161, 712, 1228]
ad-line: સાઈઝમાં, ૧૨૦૦ થી ૧૩૦૦ સ્કે.ફુટ: [1246, 882, 1377, 893]
subsection-heading: સેલ્સમેન- ગર્લ: [223, 1383, 375, 1402]
classified-ad: સમા હરણી લીંક રોડ, Croma ની સામે, TP Road પર 6 ઓફિસ, સેન્ટર, 3 B H K Flat વેચવાનું છે. (M) 9772215151: [1067, 1500, 1219, 1567]
classified-ad: MBBS, BHMS ડોક્ટર એન્ડ ફાર્માસિસ્ટ જોઈએ છે. 2/3 વર્ષના અનુભવી કપૂરાઈ ચોકડી, વડોદરા 9879395444: [392, 1000, 544, 1067]
classified-ad: For a Pharmaceutical Formulations Company, Waghodia, we need BSc/ MSC experienced persons in Regulatory Affairs. Able bodied Retired Persons also acceptable. M: 9227189872, Email: skcglpl@gmail.com: [392, 871, 544, 1000]
classified-ad: ડીટીપી ઓપરેટર શ્રી લિપિ ગુજરાતીના તથા પેજમેકરના જાણકાર જોઈએ છે પ્રતાપનગર રોડ- 9898712013: [392, 477, 544, 543]
classified-ad: શહેરની મધ્યમાં દાંડીયા બજાર વિસ્તારમાં નગરકીર્તિ રેસીડેન્ટ પાસે, બ્રાહ્મણ સભા હોલની સામે, પાર્કિંગની વ્યવસ્થા સાથે, 50 sq. ft. ની ફુટ પર બે દુકાનો વેચવાની. 9925004724: [898, 251, 1050, 348]
classified-ad: SSS Sales and Service- Sales Marketing persons required for billing pos machines, hardware, and software. Field work- Two- wheeler, Mobile required. Salary+ commission. Experience person first preferred. Send biodata 7984658624: [223, 1565, 375, 1693]
classified-ad: 3 B H K Luxurious Semi Furnished Flat 1121 Square Feet RV. Desai Road, (વેચાણ) M- 9376231194: [898, 681, 1050, 763]
ad-amenities: 2 લિફ્ટ | CCTV | વિશાળ પાર્કિંગ | એમિનિટીઝ સાથે: [748, 1054, 863, 1078]
classified-ad: જોઈએ છે ગોરૂગ્રામ કામકાજ માટે કોમ્પ્યુટર ઓપરેટર હેલ્પર સેલ્સમેન/ગર્લ AC ફ્રીજ વોશિંગ મશીનના કારીગર 9909099413: [561, 920, 712, 986]
classified-ad: ડેન્ટલ આસિસ્ટન્ટ જોઈએ છે વાસણા ભાયલી રોડ 8866109943: [392, 596, 544, 647]
ad-ready: રેડી પઝેશન: [1118, 1617, 1168, 1629]
classified-ad: સીવીલ એન્જીનીયર જોઈએ Diploma/ Bachelor Civil અનુભવ 3- 7 વર્ષ 9978846694 વડોદરા, આણંદ, અમદાવાદ M & N Infra construction Private Ltd. email- dhwanilthakar@mninfracon.com: [561, 462, 712, 575]
subsection-heading: ભાડે આપવાનું છે: [1067, 920, 1219, 941]
subsection-heading: ભાડે આપવાનું છે: [898, 767, 1050, 789]
yellow-dot: [621, 2256, 634, 2268]
ad-prices: [1068, 1629, 1217, 1675]
classified-ad: સમા માં 5 B H K બંગલા (fully furnished ) ઉપલબ્ધ છે. શ્રીમતાજની કિંમત- 1.28 કરોડ 6, 7 વર્ષ જૂના બિલ્ડિંગ માટે છે. સંપર્ક: 8511999267: [1404, 741, 1565, 823]
